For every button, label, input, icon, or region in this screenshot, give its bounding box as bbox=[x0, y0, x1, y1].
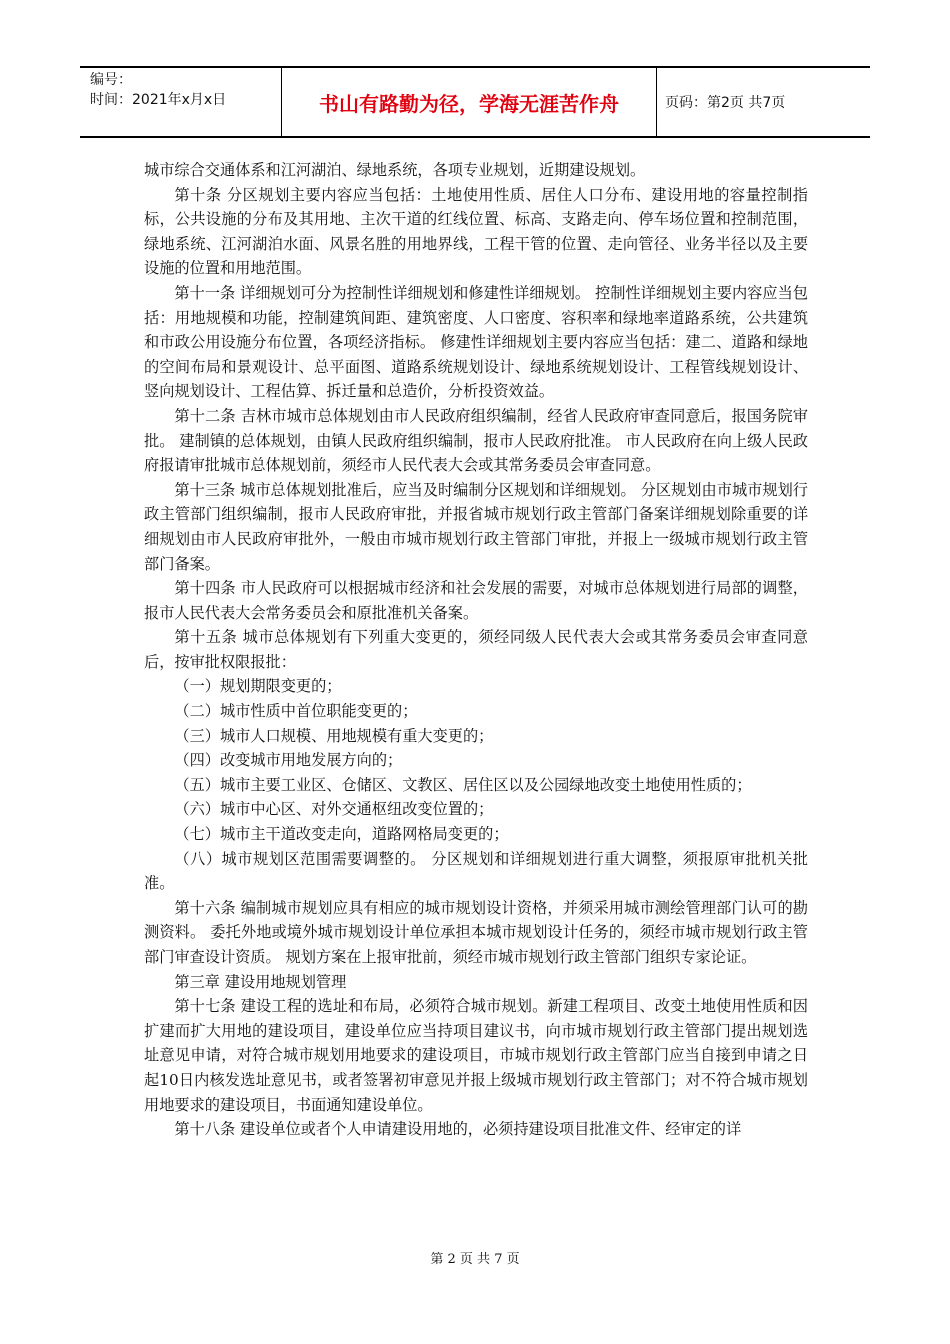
body-paragraph: 第十三条 城市总体规划批准后，应当及时编制分区规划和详细规划。 分区规划由市城市规划行政主管部门组织编制，报市人民政府审批，并报省城市规划行政主管部门备案详细规划除重要的详细规划由市人民政府审批外，一般由市城市规划行政主管部门审批，并报上一级城市规划行政主管部门备案。 bbox=[144, 480, 808, 573]
body-paragraph: 第十四条 市人民政府可以根据城市经济和社会发展的需要，对城市总体规划进行局部的调整，报市人民代表大会常务委员会和原批准机关备案。 bbox=[144, 579, 808, 622]
body-paragraph: 第十二条 吉林市城市总体规划由市人民政府组织编制，经省人民政府审查同意后，报国务院审批。 建制镇的总体规划，由镇人民政府组织编制，报市人民政府批准。 市人民政府在向上级人民政府报请审批城市总体规划前，须经市人民代表大会或其常务委员会审查同意。 bbox=[144, 406, 808, 475]
page-footer: 第 2 页 共 7 页 bbox=[430, 1252, 520, 1267]
body-paragraph: （二）城市性质中首位职能变更的； bbox=[174, 702, 418, 721]
body-paragraph: （三）城市人口规模、用地规模有重大变更的； bbox=[174, 726, 494, 745]
body-paragraph: 第十六条 编制城市规划应具有相应的城市规划设计资格，并须采用城市测绘管理部门认可的勘测资料。 委托外地或境外城市规划设计单位承担本城市规划设计任务的，须经市城市规划行政主管部门审查设计资质。 规划方案在上报审批前，须经市城市规划行政主管部门组织专家论证。 bbox=[144, 898, 808, 966]
document-body bbox=[144, 158, 808, 1142]
body-paragraph: （四）改变城市用地发展方向的； bbox=[174, 751, 403, 770]
body-paragraph: （七）城市主干道改变走向，道路网格局变更的； bbox=[174, 825, 509, 844]
page-header bbox=[80, 66, 870, 138]
body-paragraph: 城市综合交通体系和江河湖泊、绿地系统，各项专业规划，近期建设规划。 bbox=[144, 161, 646, 179]
header-page-number: 页码：第2页 共7页 bbox=[665, 95, 786, 111]
body-paragraph: （一）规划期限变更的； bbox=[174, 677, 342, 696]
body-paragraph: （五）城市主要工业区、仓储区、文教区、居住区以及公园绿地改变土地使用性质的； bbox=[174, 775, 752, 794]
document-date-label: 时间：2021年x月x日 bbox=[90, 92, 227, 108]
body-paragraph: 第十八条 建设单位或者个人申请建设用地的，必须持建设项目批准文件、经审定的详 bbox=[174, 1120, 742, 1139]
body-paragraph: 第十五条 城市总体规划有下列重大变更的，须经同级人民代表大会或其常务委员会审查同意后，按审批权限报批： bbox=[144, 628, 808, 671]
body-paragraph: （六）城市中心区、对外交通枢纽改变位置的； bbox=[174, 800, 494, 819]
header-meta bbox=[80, 68, 281, 136]
body-paragraph: 第十一条 详细规划可分为控制性详细规划和修建性详细规划。 控制性详细规划主要内容应当包括：用地规模和功能，控制建筑间距、建筑密度、人口密度、容积率和绿地率道路系统，公共建筑和市政公用设施分布位置，各项经济指标。 修建性详细规划主要内容应当包括：建二、道路和绿地的空间布局和景观设计、总平面图、道路系统规划设计、绿地系统规划设计、工程管线规划设计、竖向规划设计、工程估算、拆迁量和总造价，分析投资效益。 bbox=[144, 283, 808, 401]
body-paragraph: （八）城市规划区范围需要调整的。 分区规划和详细规划进行重大调整，须报原审批机关批准。 bbox=[144, 849, 808, 893]
body-paragraph: 第十条 分区规划主要内容应当包括：土地使用性质、居住人口分布、建设用地的容量控制指标，公共设施的分布及其用地、主次干道的红线位置、标高、支路走向、停车场位置和控制范围，绿地系统、江河湖泊水面、风景名胜的用地界线，工程干管的位置、走向管径、业务半径以及主要设施的位置和用地范围。 bbox=[144, 185, 808, 278]
body-paragraph: 第十七条 建设工程的选址和布局，必须符合城市规划。新建工程项目、改变土地使用性质和因扩建而扩大用地的建设项目，建设单位应当持项目建议书，向市城市规划行政主管部门提出规划选址意见申请，对符合城市规划用地要求的建设项目，市城市规划行政主管部门应当自接到申请之日起10日内核发选址意见书，或者签署初审意见并报上级城市规划行政主管部门；对不符合城市规划用地要求的建设项目，书面通知建设单位。 bbox=[144, 997, 808, 1114]
document-number-label: 编号： bbox=[90, 72, 132, 88]
header-motto: 书山有路勤为径，学海无涯苦作舟 bbox=[281, 68, 657, 136]
body-paragraph: 第三章 建设用地规划管理 bbox=[174, 972, 347, 991]
